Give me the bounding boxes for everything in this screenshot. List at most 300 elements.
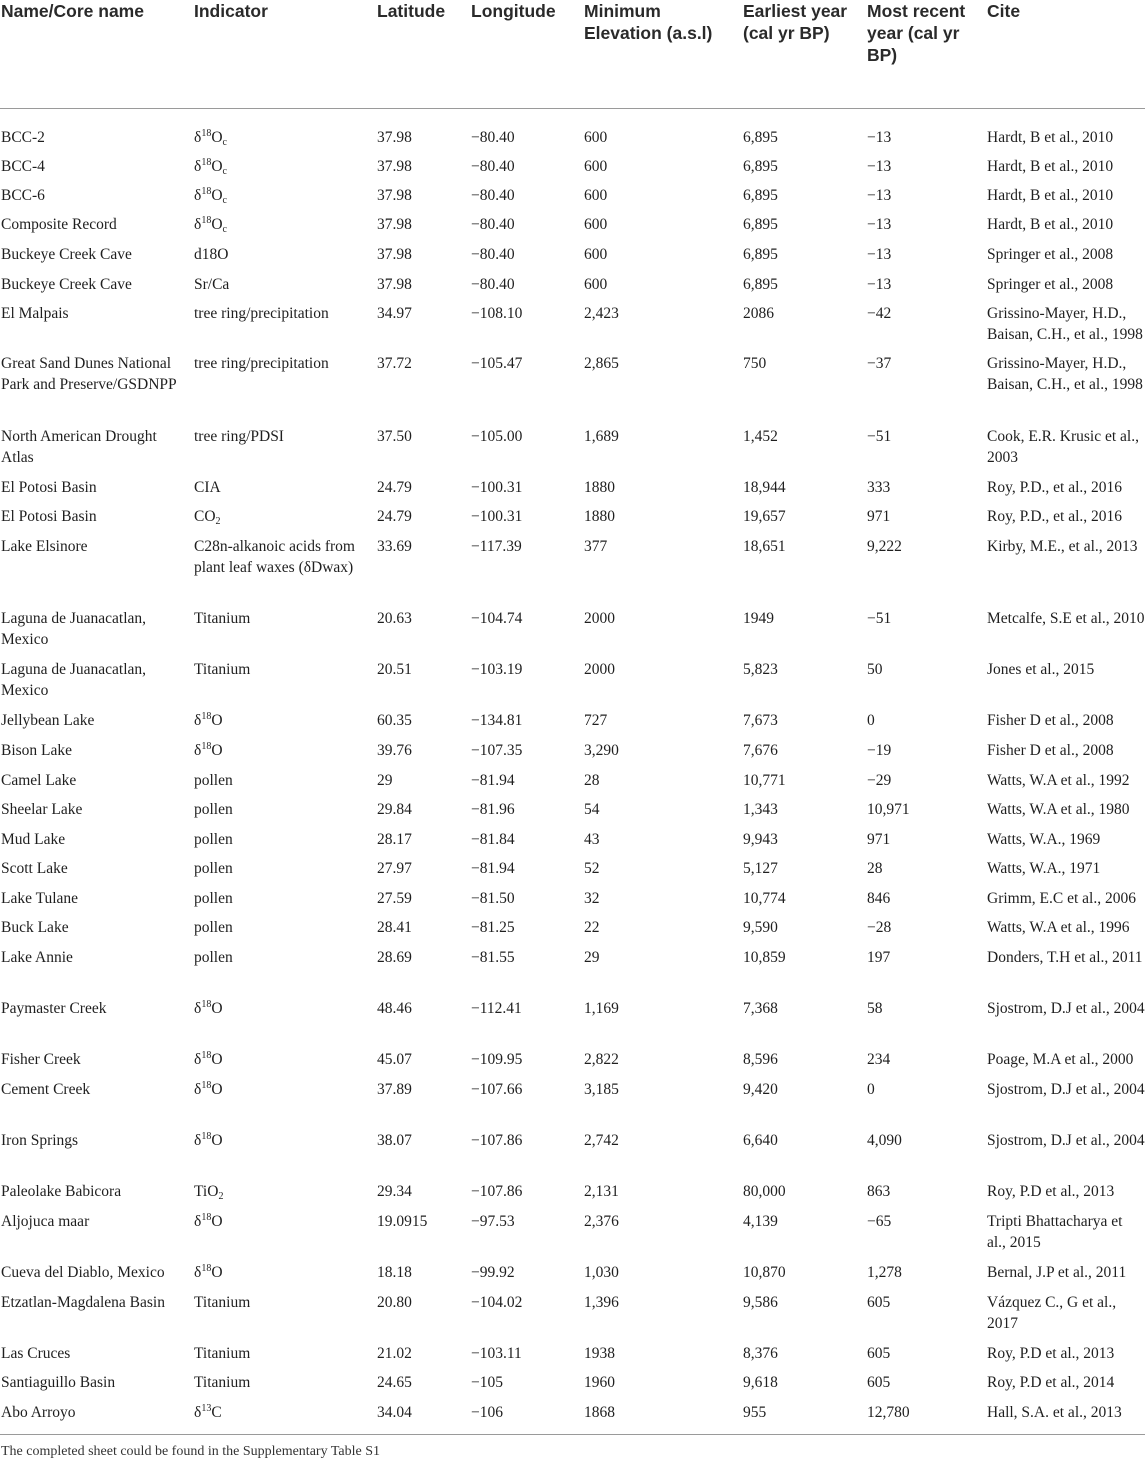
cell-longitude: −105.47 (471, 355, 523, 372)
cell-latitude: 24.65 (377, 1374, 412, 1391)
cell-latitude: 28.69 (377, 949, 412, 966)
cell-cite: Roy, P.D et al., 2013 (987, 1183, 1115, 1200)
cell-longitude: −80.40 (471, 158, 515, 175)
cell-recent-year: −13 (867, 276, 892, 293)
cell-recent-year: 197 (867, 949, 891, 966)
cell-indicator: TiO$_2$ (194, 1183, 224, 1202)
cell-elevation: 1880 (584, 508, 615, 525)
cell-latitude: 37.98 (377, 276, 412, 293)
cell-cite: Poage, M.A et al., 2000 (987, 1051, 1134, 1068)
cell-name: Las Cruces (1, 1345, 71, 1362)
cell-name: Buck Lake (1, 919, 69, 936)
cell-longitude: −81.55 (471, 949, 515, 966)
cell-recent-year: −37 (867, 355, 892, 372)
header-longitude: Longitude (471, 1, 556, 21)
table-row (0, 608, 1145, 659)
cell-recent-year: 605 (867, 1345, 891, 1362)
cell-longitude: −104.74 (471, 610, 523, 627)
cell-indicator: $\delta^{18}O_c$ (194, 128, 227, 148)
cell-latitude: 28.41 (377, 919, 412, 936)
cell-cite: Grissino-Mayer, H.D., Baisan, C.H., et al., 1998 (987, 305, 1143, 343)
cell-earliest-year: 6,895 (743, 276, 778, 293)
cell-cite: Sjostrom, D.J et al., 2004 (987, 1000, 1145, 1017)
cell-indicator: $\delta^{18}O$ (194, 1212, 223, 1230)
cell-longitude: −109.95 (471, 1051, 523, 1068)
cell-earliest-year: 1949 (743, 610, 774, 627)
cell-longitude: −107.86 (471, 1183, 523, 1200)
table-row (0, 947, 1145, 998)
cell-earliest-year: 9,420 (743, 1081, 778, 1098)
cell-earliest-year: 9,618 (743, 1374, 778, 1391)
cell-longitude: −81.50 (471, 890, 515, 907)
cell-longitude: −81.84 (471, 831, 515, 848)
cell-latitude: 20.63 (377, 610, 412, 627)
cell-latitude: 34.04 (377, 1404, 412, 1421)
cell-recent-year: 846 (867, 890, 891, 907)
cell-latitude: 37.50 (377, 428, 412, 445)
table-row (0, 659, 1145, 710)
cell-cite: Kirby, M.E., et al., 2013 (987, 538, 1138, 555)
cell-elevation: 600 (584, 216, 608, 233)
cell-cite: Donders, T.H et al., 2011 (987, 949, 1143, 966)
cell-name: Camel Lake (1, 772, 77, 789)
cell-name: Buckeye Creek Cave (1, 246, 132, 263)
table-bottom-rule (0, 1434, 1145, 1435)
cell-latitude: 39.76 (377, 742, 412, 759)
cell-elevation: 2000 (584, 661, 615, 678)
cell-cite: Hardt, B et al., 2010 (987, 187, 1114, 204)
cell-latitude: 37.89 (377, 1081, 412, 1098)
cell-earliest-year: 6,640 (743, 1132, 778, 1149)
cell-latitude: 38.07 (377, 1132, 412, 1149)
cell-elevation: 22 (584, 919, 600, 936)
table-row (0, 829, 1145, 858)
table-row (0, 303, 1145, 353)
cell-elevation: 1880 (584, 479, 615, 496)
cell-indicator: $\delta^{18}O$ (194, 1263, 223, 1281)
cell-indicator: pollen (194, 919, 233, 936)
cell-elevation: 28 (584, 772, 600, 789)
cell-cite: Tripti Bhattacharya et al., 2015 (987, 1213, 1123, 1251)
cell-latitude: 18.18 (377, 1264, 412, 1281)
cell-elevation: 1,396 (584, 1294, 619, 1311)
cell-name: Lake Annie (1, 949, 73, 966)
cell-elevation: 1,030 (584, 1264, 619, 1281)
cell-recent-year: 605 (867, 1294, 891, 1311)
header-elevation: Minimum Elevation (a.s.l) (584, 1, 713, 43)
cell-recent-year: −13 (867, 129, 892, 146)
table-row (0, 858, 1145, 888)
cell-recent-year: 28 (867, 860, 883, 877)
cell-longitude: −107.66 (471, 1081, 523, 1098)
table-row (0, 710, 1145, 740)
table-row (0, 770, 1145, 799)
cell-name: El Potosi Basin (1, 479, 97, 496)
cell-indicator: $\delta^{18}O_c$ (194, 157, 227, 177)
cell-earliest-year: 6,895 (743, 129, 778, 146)
cell-latitude: 45.07 (377, 1051, 412, 1068)
cell-elevation: 32 (584, 890, 600, 907)
cell-indicator: Titanium (194, 610, 251, 627)
cell-recent-year: −13 (867, 158, 892, 175)
cell-elevation: 1938 (584, 1345, 615, 1362)
cell-earliest-year: 6,895 (743, 246, 778, 263)
table-row (0, 799, 1145, 829)
table-row (0, 244, 1145, 274)
cell-cite: Fisher D et al., 2008 (987, 712, 1114, 729)
cell-latitude: 37.98 (377, 129, 412, 146)
cell-name: Jellybean Lake (1, 712, 95, 729)
cell-name: BCC-4 (1, 158, 45, 175)
cell-elevation: 54 (584, 801, 600, 818)
cell-indicator: Sr/Ca (194, 276, 230, 293)
cell-cite: Springer et al., 2008 (987, 246, 1114, 263)
cell-earliest-year: 18,651 (743, 538, 786, 555)
cell-elevation: 1,689 (584, 428, 619, 445)
table-row (0, 740, 1145, 770)
cell-cite: Roy, P.D., et al., 2016 (987, 508, 1123, 525)
cell-cite: Watts, W.A., 1971 (987, 860, 1101, 877)
cell-indicator: pollen (194, 860, 233, 877)
cell-indicator: CIA (194, 479, 221, 496)
cell-name: North American Drought Atlas (1, 428, 157, 466)
cell-elevation: 43 (584, 831, 600, 848)
cell-cite: Watts, W.A., 1969 (987, 831, 1101, 848)
cell-latitude: 37.98 (377, 216, 412, 233)
cell-recent-year: 971 (867, 831, 891, 848)
cell-recent-year: −13 (867, 187, 892, 204)
table-row (0, 1181, 1145, 1211)
cell-elevation: 377 (584, 538, 608, 555)
cell-longitude: −107.86 (471, 1132, 523, 1149)
cell-recent-year: 12,780 (867, 1404, 910, 1421)
cell-elevation: 1960 (584, 1374, 615, 1391)
cell-recent-year: 863 (867, 1183, 891, 1200)
cell-elevation: 600 (584, 158, 608, 175)
cell-longitude: −99.92 (471, 1264, 515, 1281)
cell-elevation: 52 (584, 860, 600, 877)
table-row (0, 127, 1145, 156)
cell-elevation: 3,290 (584, 742, 619, 759)
cell-cite: Sjostrom, D.J et al., 2004 (987, 1081, 1145, 1098)
cell-recent-year: 0 (867, 712, 875, 729)
cell-name: Aljojuca maar (1, 1213, 90, 1230)
cell-name: Sheelar Lake (1, 801, 83, 818)
cell-earliest-year: 10,859 (743, 949, 786, 966)
cell-cite: Metcalfe, S.E et al., 2010 (987, 610, 1145, 627)
cell-latitude: 27.97 (377, 860, 412, 877)
cell-earliest-year: 955 (743, 1404, 767, 1421)
cell-longitude: −100.31 (471, 479, 523, 496)
cell-latitude: 33.69 (377, 538, 412, 555)
cell-earliest-year: 2086 (743, 305, 774, 322)
cell-indicator: Titanium (194, 1345, 251, 1362)
cell-longitude: −81.94 (471, 772, 515, 789)
cell-longitude: −104.02 (471, 1294, 523, 1311)
cell-earliest-year: 1,343 (743, 801, 778, 818)
cell-earliest-year: 8,596 (743, 1051, 778, 1068)
cell-cite: Watts, W.A et al., 1996 (987, 919, 1130, 936)
table-row (0, 1262, 1145, 1292)
cell-cite: Jones et al., 2015 (987, 661, 1095, 678)
table-body (0, 109, 1145, 1431)
cell-name: Mud Lake (1, 831, 66, 848)
cell-elevation: 3,185 (584, 1081, 619, 1098)
table-row (0, 1049, 1145, 1079)
cell-recent-year: 0 (867, 1081, 875, 1098)
cell-longitude: −80.40 (471, 276, 515, 293)
cell-indicator: $\delta^{18}O$ (194, 999, 223, 1017)
cell-name: Laguna de Juanacatlan, Mexico (1, 661, 147, 699)
cell-earliest-year: 9,590 (743, 919, 778, 936)
cell-recent-year: 605 (867, 1374, 891, 1391)
cell-latitude: 21.02 (377, 1345, 412, 1362)
cell-earliest-year: 80,000 (743, 1183, 786, 1200)
cell-name: Cueva del Diablo, Mexico (1, 1264, 165, 1281)
cell-recent-year: −51 (867, 610, 892, 627)
cell-cite: Grimm, E.C et al., 2006 (987, 890, 1136, 907)
cell-recent-year: 234 (867, 1051, 891, 1068)
cell-longitude: −80.40 (471, 246, 515, 263)
cell-latitude: 19.0915 (377, 1213, 428, 1230)
table-row (0, 1343, 1145, 1372)
cell-longitude: −81.94 (471, 860, 515, 877)
cell-earliest-year: 9,586 (743, 1294, 778, 1311)
cell-indicator: Titanium (194, 1294, 251, 1311)
cell-cite: Hardt, B et al., 2010 (987, 129, 1114, 146)
cell-longitude: −103.11 (471, 1345, 522, 1362)
cell-longitude: −134.81 (471, 712, 523, 729)
cell-name: El Potosi Basin (1, 508, 97, 525)
cell-latitude: 27.59 (377, 890, 412, 907)
table-row (0, 536, 1145, 608)
cell-recent-year: 4,090 (867, 1132, 902, 1149)
cell-longitude: −81.96 (471, 801, 515, 818)
table-footnote: The completed sheet could be found in the Supplementary Table S1 (1, 1444, 380, 1459)
cell-elevation: 600 (584, 276, 608, 293)
cell-elevation: 600 (584, 246, 608, 263)
table-row (0, 888, 1145, 917)
cell-recent-year: 333 (867, 479, 891, 496)
header-recent-year: Most recent year (cal yr BP) (867, 1, 966, 65)
cell-latitude: 28.17 (377, 831, 412, 848)
cell-indicator: $\delta^{13}C$ (194, 1403, 222, 1421)
cell-earliest-year: 5,127 (743, 860, 778, 877)
cell-recent-year: −29 (867, 772, 892, 789)
cell-cite: Roy, P.D et al., 2014 (987, 1374, 1115, 1391)
cell-cite: Watts, W.A et al., 1992 (987, 772, 1130, 789)
table-row (0, 917, 1145, 947)
table-row (0, 477, 1145, 506)
cell-name: Lake Elsinore (1, 538, 88, 555)
cell-indicator: $\delta^{18}O$ (194, 741, 223, 759)
cell-recent-year: −42 (867, 305, 892, 322)
cell-name: Cement Creek (1, 1081, 91, 1098)
cell-recent-year: −51 (867, 428, 892, 445)
table-row (0, 274, 1145, 303)
cell-cite: Grissino-Mayer, H.D., Baisan, C.H., et al., 1998 (987, 355, 1143, 393)
cell-elevation: 1868 (584, 1404, 615, 1421)
cell-name: Paleolake Babicora (1, 1183, 122, 1200)
header-earliest-year: Earliest year (cal yr BP) (743, 1, 848, 43)
cell-longitude: −100.31 (471, 508, 523, 525)
cell-cite: Sjostrom, D.J et al., 2004 (987, 1132, 1145, 1149)
cell-name: Santiaguillo Basin (1, 1374, 116, 1391)
cell-latitude: 37.98 (377, 158, 412, 175)
cell-longitude: −108.10 (471, 305, 523, 322)
cell-recent-year: 10,971 (867, 801, 910, 818)
cell-name: Composite Record (1, 216, 117, 233)
cell-indicator: tree ring/precipitation (194, 355, 329, 372)
cell-indicator: tree ring/PDSI (194, 428, 284, 445)
cell-indicator: d18O (194, 246, 229, 263)
cell-cite: Hardt, B et al., 2010 (987, 216, 1114, 233)
cell-longitude: −106 (471, 1404, 503, 1421)
table-row (0, 1130, 1145, 1181)
cell-earliest-year: 6,895 (743, 187, 778, 204)
cell-earliest-year: 4,139 (743, 1213, 778, 1230)
cell-longitude: −105 (471, 1374, 503, 1391)
cell-longitude: −80.40 (471, 187, 515, 204)
cell-name: Iron Springs (1, 1132, 79, 1149)
cell-recent-year: 50 (867, 661, 883, 678)
cell-cite: Cook, E.R. Krusic et al., 2003 (987, 428, 1139, 466)
cell-latitude: 37.98 (377, 246, 412, 263)
cell-indicator: Titanium (194, 661, 251, 678)
table-row (0, 1292, 1145, 1343)
cell-indicator: pollen (194, 831, 233, 848)
cell-indicator: Titanium (194, 1374, 251, 1391)
cell-elevation: 2,865 (584, 355, 619, 372)
cell-longitude: −105.00 (471, 428, 523, 445)
cell-recent-year: −65 (867, 1213, 892, 1230)
cell-indicator: $\delta^{18}O$ (194, 1080, 223, 1098)
cell-latitude: 34.97 (377, 305, 412, 322)
header-latitude: Latitude (377, 1, 446, 21)
cell-name: Bison Lake (1, 742, 73, 759)
cell-cite: Roy, P.D et al., 2013 (987, 1345, 1115, 1362)
cell-recent-year: 58 (867, 1000, 883, 1017)
table-row (0, 998, 1145, 1049)
cell-earliest-year: 10,774 (743, 890, 786, 907)
cell-recent-year: −19 (867, 742, 892, 759)
cell-elevation: 2,376 (584, 1213, 619, 1230)
table-row (0, 426, 1145, 477)
cell-indicator: pollen (194, 949, 233, 966)
table-row (0, 1402, 1145, 1431)
cell-latitude: 37.98 (377, 187, 412, 204)
cell-indicator: pollen (194, 801, 233, 818)
cell-name: Scott Lake (1, 860, 68, 877)
cell-latitude: 29 (377, 772, 393, 789)
cell-cite: Roy, P.D., et al., 2016 (987, 479, 1123, 496)
cell-longitude: −112.41 (471, 1000, 522, 1017)
cell-name: BCC-6 (1, 187, 45, 204)
cell-indicator: $\delta^{18}O_c$ (194, 215, 227, 235)
cell-name: Laguna de Juanacatlan, Mexico (1, 610, 147, 648)
cell-longitude: −80.40 (471, 216, 515, 233)
cell-earliest-year: 10,771 (743, 772, 786, 789)
cell-latitude: 24.79 (377, 479, 412, 496)
cell-earliest-year: 10,870 (743, 1264, 786, 1281)
table-row (0, 353, 1145, 426)
cell-name: El Malpais (1, 305, 69, 322)
cell-cite: Watts, W.A et al., 1980 (987, 801, 1130, 818)
cell-name: Paymaster Creek (1, 1000, 107, 1017)
table-row (0, 506, 1145, 536)
cell-earliest-year: 19,657 (743, 508, 786, 525)
cell-earliest-year: 9,943 (743, 831, 778, 848)
header-cite: Cite (987, 1, 1021, 21)
cell-elevation: 29 (584, 949, 600, 966)
cell-earliest-year: 5,823 (743, 661, 778, 678)
header-name: Name/Core name (1, 1, 144, 21)
cell-elevation: 727 (584, 712, 608, 729)
cell-indicator: $\delta^{18}O$ (194, 711, 223, 729)
cell-indicator: $\delta^{18}O$ (194, 1050, 223, 1068)
cell-earliest-year: 6,895 (743, 158, 778, 175)
cell-indicator: pollen (194, 772, 233, 789)
cell-cite: Hardt, B et al., 2010 (987, 158, 1114, 175)
cell-name: Fisher Creek (1, 1051, 81, 1068)
cell-latitude: 60.35 (377, 712, 412, 729)
cell-longitude: −103.19 (471, 661, 523, 678)
cell-name: Buckeye Creek Cave (1, 276, 132, 293)
cell-indicator: $\delta^{18}O$ (194, 1131, 223, 1149)
table-row (0, 185, 1145, 214)
table-row (0, 1211, 1145, 1262)
cell-name: Great Sand Dunes National Park and Preserve/GSDNPP (1, 355, 177, 393)
cell-cite: Bernal, J.P et al., 2011 (987, 1264, 1127, 1281)
cell-name: BCC-2 (1, 129, 45, 146)
cell-indicator: C28n-alkanoic acids from plant leaf waxes (δDwax) (194, 538, 355, 576)
cell-earliest-year: 6,895 (743, 216, 778, 233)
table-row (0, 214, 1145, 244)
cell-longitude: −97.53 (471, 1213, 515, 1230)
cell-earliest-year: 8,376 (743, 1345, 778, 1362)
cell-earliest-year: 18,944 (743, 479, 786, 496)
cell-earliest-year: 750 (743, 355, 767, 372)
cell-recent-year: −13 (867, 246, 892, 263)
cell-latitude: 20.80 (377, 1294, 412, 1311)
cell-longitude: −107.35 (471, 742, 523, 759)
cell-elevation: 2000 (584, 610, 615, 627)
cell-cite: Hall, S.A. et al., 2013 (987, 1404, 1122, 1421)
cell-recent-year: 971 (867, 508, 891, 525)
cell-elevation: 2,742 (584, 1132, 619, 1149)
cell-longitude: −117.39 (471, 538, 522, 555)
table-header (0, 0, 1145, 109)
header-indicator: Indicator (194, 1, 268, 21)
cell-name: Etzatlan-Magdalena Basin (1, 1294, 165, 1311)
cell-earliest-year: 7,673 (743, 712, 778, 729)
cell-indicator: tree ring/precipitation (194, 305, 329, 322)
cell-latitude: 20.51 (377, 661, 412, 678)
cell-recent-year: −28 (867, 919, 892, 936)
table-row (0, 1372, 1145, 1402)
cell-indicator: $CO_2$ (194, 508, 221, 527)
cell-cite: Springer et al., 2008 (987, 276, 1114, 293)
cell-elevation: 2,822 (584, 1051, 619, 1068)
cell-elevation: 2,131 (584, 1183, 619, 1200)
cell-longitude: −81.25 (471, 919, 515, 936)
cell-latitude: 29.34 (377, 1183, 412, 1200)
cell-name: Abo Arroyo (1, 1404, 76, 1421)
cell-earliest-year: 7,368 (743, 1000, 778, 1017)
cell-name: Lake Tulane (1, 890, 79, 907)
cell-latitude: 24.79 (377, 508, 412, 525)
cell-indicator: $\delta^{18}O_c$ (194, 186, 227, 206)
